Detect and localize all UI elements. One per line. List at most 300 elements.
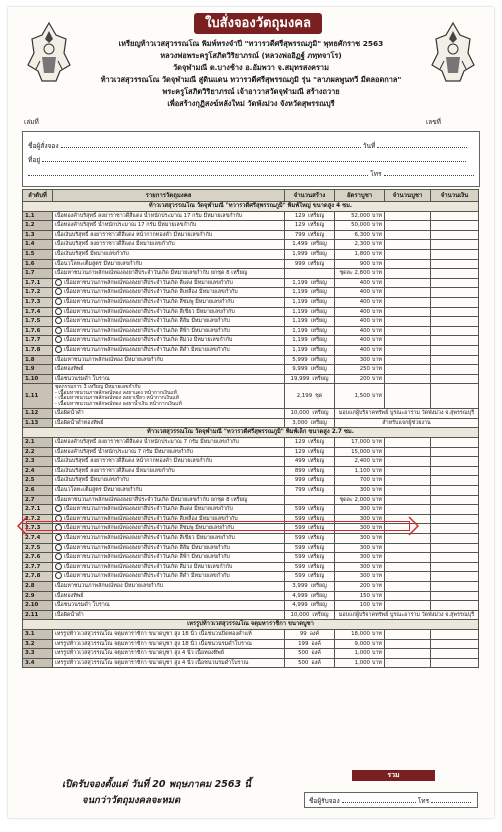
item-price [335,562,385,572]
quantity-unit: องค์ [311,650,321,657]
item-quantity [285,409,335,419]
price-currency: บาท [371,554,382,561]
quantity-unit: เหรียญ [312,375,329,382]
order-qty-cell[interactable] [385,259,431,269]
item-name [53,601,285,611]
price-value: 400 [359,318,370,325]
quantity-value: 499 [294,458,306,465]
item-name [53,230,285,240]
price-currency: บาท [371,506,382,513]
item-name [53,639,285,649]
amount-cell[interactable] [431,524,479,534]
item-price [335,365,385,375]
item-name: เนื้อผิดน้ำดำ [53,409,285,419]
col-header-item: รายการวัตถุมงคล [53,190,285,202]
item-name [53,374,285,384]
order-qty-cell[interactable] [385,374,431,384]
item-name [53,249,285,259]
order-qty-cell[interactable] [385,629,431,639]
item-number: 2.3 [23,457,53,467]
item-name [53,562,285,572]
quantity-value: 599 [294,535,306,541]
price-currency: บาท [371,375,382,382]
bullet-circle-icon [55,563,62,570]
price-value: 300 [359,356,370,363]
item-name-text: เหรรูปท้าวเวสสุวรรณโณ จตุมหาราชิกา ขนาดบูชา สูง 4 นิ้ว เนื้อทองทิพย์ [55,650,224,657]
order-qty-cell[interactable] [385,345,431,355]
price-value: 900 [359,260,370,267]
item-quantity [285,466,335,476]
address-label: ที่อยู่ [28,156,41,164]
table-row [23,572,479,582]
price-value: 300 [359,525,370,532]
quantity-value: 999 [294,260,306,267]
price-currency: บาท [371,318,382,325]
item-number: 2.7.7 [23,562,53,572]
amount-cell[interactable] [431,591,479,601]
item-quantity [285,355,335,365]
amount-cell[interactable] [431,288,479,298]
item-price [335,288,385,298]
item-name [53,259,285,269]
order-qty-cell[interactable] [385,269,431,279]
item-name-text: เนื้อมหาชนวนภาพลักษณ์ทอง มีหมายเลขกำกับ [55,356,163,363]
order-qty-cell[interactable] [385,553,431,563]
item-number: 1.10 [23,374,53,384]
quantity-unit: เหรียญ [310,241,327,248]
item-name-text: เนื้อเงินบริสุทธิ์ ลงยาราชาวดีสีแดง หน้ากากทองคำ มีหมายเลขกำกับ [55,231,213,238]
amount-cell[interactable] [431,259,479,269]
table-row [23,610,479,620]
amount-cell[interactable] [431,534,479,544]
order-qty-cell[interactable] [385,249,431,259]
quantity-value: 4,999 [292,592,308,599]
amount-cell[interactable] [431,639,479,649]
quantity-value: 10,000 [290,611,310,618]
item-name-text: เนื้อมหาชนวนภาพลักษณ์ทองลงยาสีประจำวันเกิด สีม่วง มีหมายเลขกำกับ [64,563,233,570]
order-qty-cell[interactable] [385,288,431,298]
amount-cell[interactable] [431,466,479,476]
quantity-value: 1,199 [292,327,308,334]
price-currency: บาท [371,308,382,315]
receiver-phone-field[interactable] [431,796,471,803]
amount-cell[interactable] [431,553,479,563]
amount-cell[interactable] [431,486,479,496]
price-value: 400 [359,308,370,315]
order-qty-cell[interactable] [385,601,431,611]
item-name [53,553,285,563]
item-number: 1.1 [23,211,53,221]
table-row [23,466,479,476]
amount-cell[interactable] [431,230,479,240]
price-currency: บาท [371,592,382,599]
item-price [335,649,385,659]
price-currency: บาท [371,496,382,503]
item-name-text: เนื้อทองคำบริสุทธิ์ ลงยาราชาวดีสีแดง น้ำหนักประมาณ 17 กรัม มีหมายเลขกำกับ [55,212,243,219]
item-name-text: เหรรูปท้าวเวสสุวรรณโณ จตุมหาราชิกา ขนาดบูชา สูง 18 นิ้ว เนื้อชนวนรมดำโบราณ [55,640,252,647]
price-currency: บาท [371,356,382,363]
order-qty-cell[interactable] [385,355,431,365]
amount-cell[interactable] [431,495,479,505]
amount-cell[interactable] [431,514,479,524]
item-number: 3.2 [23,639,53,649]
amount-cell[interactable] [431,476,479,486]
order-qty-cell[interactable] [385,562,431,572]
order-qty-cell[interactable] [385,457,431,467]
item-number: 2.7.4 [23,534,53,544]
item-price [335,326,385,336]
bullet-circle-icon [55,317,62,324]
amount-cell[interactable] [431,278,479,288]
item-quantity [285,649,335,659]
item-price [335,249,385,259]
order-table [22,189,479,668]
item-price [335,486,385,496]
col-header-order-qty: จำนวนบูชา [385,190,431,202]
price-currency: บาท [371,327,382,334]
amount-cell[interactable] [431,336,479,346]
amount-cell[interactable] [431,447,479,457]
amount-cell[interactable] [431,211,479,221]
footer-line-1: เปิดรับจองตั้งแต่ วันที่ 20 พฤษภาคม 2563 นี้ [62,779,251,790]
price-value: 300 [359,506,370,513]
item-quantity [285,562,335,572]
price-currency: บาท [371,650,382,657]
section-header-small [23,428,479,438]
item-name-text: เนื้อมหาชนวนภาพลักษณ์ทองลงยาสีประจำวันเกิด สีเหลือง มีหมายเลขกำกับ [64,289,238,296]
table-row [23,365,479,375]
table-row [23,269,479,279]
amount-cell[interactable] [431,601,479,611]
order-qty-cell[interactable] [385,438,431,448]
price-value: 1,500 [354,392,370,399]
address-field[interactable] [42,155,466,162]
item-number: 2.5 [23,476,53,486]
item-note: มอบแก่ผู้บริจาคทรัพย์ บูรณะอาราม วัดพังม่วง จ.สุพรรณบุรี [335,610,479,620]
amount-cell[interactable] [431,438,479,448]
item-name [53,355,285,365]
item-quantity [285,336,335,346]
item-number: 3.3 [23,649,53,659]
price-currency: บาท [371,573,382,580]
price-currency: บาท [371,525,382,532]
quantity-value: 1,199 [292,298,308,305]
quantity-value: 129 [294,212,306,219]
highlight-right-arrow-icon [408,516,420,536]
amount-cell[interactable] [431,307,479,317]
quantity-unit: ชุด [315,392,323,399]
receiver-name-field[interactable] [342,796,416,803]
price-currency: บาท [371,477,382,484]
order-qty-cell[interactable] [385,384,431,409]
price-value: 300 [359,535,370,541]
amount-cell[interactable] [431,355,479,365]
quantity-value: 10,000 [290,410,310,417]
amount-cell[interactable] [431,249,479,259]
price-currency: บาท [371,563,382,570]
item-quantity [285,447,335,457]
quantity-value: 3,999 [292,582,308,589]
header-line-4: ท้าวเวสสุวรรณโณ วัดจุฬามณี สู่ดินแดน ทวารวดีศรีสุพรรณภูมิ รุ่น "ลาภผลพูนทวี มีตลอดกาล" [100,75,402,84]
order-qty-cell[interactable] [385,221,431,231]
item-quantity [285,249,335,259]
bullet-circle-icon [55,346,62,353]
item-number: 2.7.3 [23,524,53,534]
price-currency: บาท [371,630,382,637]
order-qty-cell[interactable] [385,336,431,346]
item-number: 1.7.1 [23,278,53,288]
price-currency: บาท [371,212,382,219]
quantity-unit: เหรียญ [308,544,325,551]
item-number: 2.2 [23,447,53,457]
item-price [335,221,385,231]
item-price [335,297,385,307]
price-currency: บาท [371,250,382,257]
item-number: 2.8 [23,581,53,591]
price-value: 150 [359,592,370,599]
price-value: 300 [359,515,370,522]
amount-cell[interactable] [431,658,479,668]
item-quantity [285,326,335,336]
quantity-value: 3,000 [292,419,308,426]
price-value: 400 [359,327,370,334]
order-qty-cell[interactable] [385,486,431,496]
quantity-unit: องค์ [309,630,320,637]
quantity-unit: เหรียญ [310,346,327,353]
order-form-page [8,7,494,818]
quantity-unit: เหรียญ [310,250,327,257]
price-value: ชุดละ 2,000 [339,496,370,503]
table-row [23,297,479,307]
highlight-box [26,521,410,531]
set-line-name: ชุดกรรมการ 3 เหรียญ มีหมายเลขกำกับ [55,384,141,391]
amount-cell[interactable] [431,317,479,327]
table-row [23,307,479,317]
table-row [23,345,479,355]
item-price [335,581,385,591]
item-quantity [285,374,335,384]
amount-cell[interactable] [431,384,479,409]
receiver-phone-label: โทร [417,797,430,805]
order-qty-cell[interactable] [385,658,431,668]
price-value: 300 [359,563,370,570]
table-row [23,374,479,384]
amount-cell[interactable] [431,581,479,591]
amount-cell[interactable] [431,326,479,336]
col-header-created: จำนวนสร้าง [285,190,335,202]
quantity-value: 599 [294,554,306,561]
item-name [53,240,285,250]
order-qty-cell[interactable] [385,326,431,336]
amount-cell[interactable] [431,269,479,279]
quantity-unit: เหรียญ [310,337,327,344]
table-row [23,384,479,409]
order-qty-cell[interactable] [385,278,431,288]
phone-field[interactable] [384,169,474,176]
item-number: 1.7.8 [23,345,53,355]
order-qty-cell[interactable] [385,591,431,601]
item-name [53,581,285,591]
item-quantity [285,591,335,601]
highlight-left-arrow-icon [16,516,28,536]
section-title: เหรรูปท้าวเวสสุวรรณโณ จตุมหาราชิกา ขนาดบูชา [23,620,479,630]
item-name-text: เนื้อมหาชนวนภาพลักษณ์ทองลงยาสีประจำวันเกิด สีส้ม มีหมายเลขกำกับ [64,544,230,551]
table-row [23,553,479,563]
bullet-circle-icon [55,288,62,295]
price-value: 18,000 [351,630,370,637]
quantity-unit: เหรียญ [310,327,327,334]
item-name-text: เนื้อมหาชนวนภาพลักษณ์ทองลงยาสีประจำวันเกิด สีเหลือง มีหมายเลขกำกับ [64,515,238,522]
amount-cell[interactable] [431,649,479,659]
quantity-unit: เหรียญ [310,289,327,296]
item-price [335,447,385,457]
item-quantity [285,438,335,448]
order-qty-cell[interactable] [385,307,431,317]
order-qty-cell[interactable] [385,505,431,515]
order-qty-cell[interactable] [385,495,431,505]
quantity-unit: เหรียญ [308,439,325,446]
table-header-row [23,190,479,202]
price-currency: บาท [371,366,382,373]
quantity-value: 999 [294,477,306,484]
item-price [335,278,385,288]
item-name-text: เนื้อมหาชนวนภาพลักษณ์ทองลงยาสีประจำวันเกิด สีม่วง มีหมายเลขกำกับ [64,337,233,344]
quantity-unit: เหรียญ [308,506,325,513]
item-name [53,326,285,336]
amount-cell[interactable] [431,629,479,639]
order-qty-cell[interactable] [385,543,431,553]
item-name-text: เนื้อทองทิพย์ [55,592,84,599]
form-title-badge: ใบสั่งจองวัตถุมงคล [194,13,322,34]
item-name [53,629,285,639]
table-row [23,278,479,288]
table-row [23,288,479,298]
quantity-unit: เหรียญ [308,467,325,474]
item-name [53,495,285,505]
address-field-2[interactable] [28,169,368,176]
order-qty-cell[interactable] [385,211,431,221]
table-row [23,418,479,428]
order-qty-cell[interactable] [385,240,431,250]
price-currency: บาท [371,346,382,353]
item-price [335,639,385,649]
table-row [23,629,479,639]
table-row [23,658,479,668]
order-qty-cell[interactable] [385,297,431,307]
quantity-value: 1,199 [292,346,308,353]
item-name-text: เนื้อมหาชนวนภาพลักษณ์ทองลงยาสีประจำวันเกิด สีแดง มีหมายเลขกำกับ [64,506,233,513]
table-row [23,438,479,448]
order-qty-cell[interactable] [385,230,431,240]
date-field[interactable] [377,141,467,148]
item-quantity [285,278,335,288]
item-name-text: เนื้อเงินบริสุทธิ์ มีหมายเลขกำกับ [55,477,129,484]
order-qty-cell[interactable] [385,581,431,591]
item-name-text: เนื้อมหาชนวนภาพลักษณ์ทองลงยาสีประจำวันเกิด สีดำ มีหมายเลขกำกับ [64,573,230,580]
item-name [53,365,285,375]
item-price [335,629,385,639]
item-number: 1.5 [23,249,53,259]
amount-cell[interactable] [431,374,479,384]
serial-number-label: เลขที่ [426,118,441,126]
item-number: 1.7.4 [23,307,53,317]
item-name [53,476,285,486]
item-name [53,297,285,307]
item-price [335,601,385,611]
order-qty-cell[interactable] [385,447,431,457]
name-field[interactable] [61,141,361,148]
quantity-value: 1,199 [292,318,308,325]
quantity-value: 899 [294,467,306,474]
item-name-text: เนื้อมหาชนวนภาพลักษณ์ทองลงยาสีประจำวันเกิด สีฟ้า มีหมายเลขกำกับ [64,327,230,334]
item-quantity [285,230,335,240]
quantity-unit: เหรียญ [308,458,325,465]
quantity-value: 2,199 [296,392,313,399]
price-currency: บาท [371,448,382,455]
amount-cell[interactable] [431,221,479,231]
amount-cell[interactable] [431,365,479,375]
order-qty-cell[interactable] [385,649,431,659]
item-number: 1.2 [23,221,53,231]
quantity-value: 99 [299,630,307,637]
price-currency: บาท [371,582,382,589]
header-line-5: พระครูโสภิตวิริยาภรณ์ เจ้าอาวาสวัดจุฬามณี สร้างถวาย [162,87,340,96]
price-currency: บาท [371,392,382,399]
order-qty-cell[interactable] [385,572,431,582]
bullet-circle-icon [55,298,62,305]
item-name-text: เนื้อมหาชนวนภาพลักษณ์ทองลงยาสีประจำวันเกิด สีฟ้า มีหมายเลขกำกับ [64,554,230,561]
item-number: 2.7.2 [23,514,53,524]
item-note: มอบแก่ผู้บริจาคทรัพย์ บูรณะอาราม วัดพังม่วง จ.สุพรรณบุรี [335,409,479,419]
phone-label: โทร [370,170,382,178]
item-name-text: เนื้อชนวนรมดำ โบราณ [55,602,110,609]
order-qty-cell[interactable] [385,365,431,375]
amount-cell[interactable] [431,505,479,515]
amount-cell[interactable] [431,345,479,355]
price-currency: บาท [371,544,382,551]
item-price [335,438,385,448]
order-qty-cell[interactable] [385,639,431,649]
price-currency: บาท [371,289,382,296]
item-name [53,658,285,668]
bullet-circle-icon [55,553,62,560]
item-quantity [285,601,335,611]
item-name-text: เนื้อทองทิพย์ [55,366,84,373]
table-row [23,476,479,486]
item-price [335,307,385,317]
amount-cell[interactable] [431,457,479,467]
order-qty-cell[interactable] [385,317,431,327]
amount-cell[interactable] [431,572,479,582]
price-currency: บาท [371,270,382,277]
order-qty-cell[interactable] [385,476,431,486]
price-value: 100 [359,602,370,609]
section-title: ท้าวเวสสุวรรณโณ วัดจุฬามณี "ทวารวดีศรีสุพรรณภูมิ" พิมพ์ใหญ่ ขนาดสูง 4 ซม. [23,202,479,212]
price-value: 2,400 [354,458,370,465]
quantity-value: 799 [294,487,306,494]
amount-cell[interactable] [431,297,479,307]
item-name [53,505,285,515]
price-value: 15,000 [351,448,370,455]
price-value: 6,300 [354,231,370,238]
item-number: 2.7.6 [23,553,53,563]
amount-cell[interactable] [431,562,479,572]
amount-cell[interactable] [431,543,479,553]
table-row [23,249,479,259]
order-qty-cell[interactable] [385,466,431,476]
amount-cell[interactable] [431,240,479,250]
item-quantity [285,610,335,620]
